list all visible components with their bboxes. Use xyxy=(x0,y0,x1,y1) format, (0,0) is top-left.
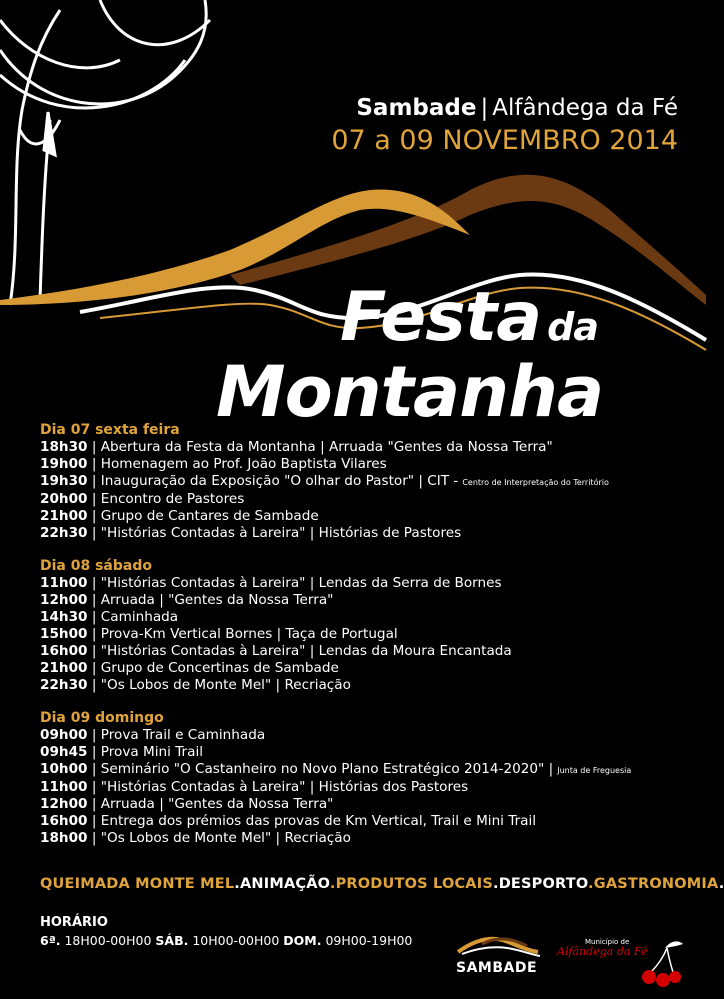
event-text: "Os Lobos de Monte Mel" | Recriação xyxy=(100,830,351,846)
day-heading: Dia 07 sexta feira xyxy=(40,422,180,438)
hours-range: 10H00-00H00 xyxy=(192,933,280,948)
event-row: 11h00 | "Histórias Contadas à Lareira" | Lendas da Serra de Bornes xyxy=(40,575,502,591)
event-text: Arruada | "Gentes da Nossa Terra" xyxy=(100,592,334,608)
event-note: Junta de Freguesia xyxy=(557,766,632,775)
event-text: Abertura da Festa da Montanha | Arruada "Gentes da Nossa Terra" xyxy=(100,439,553,455)
event-row: 16h00 | "Histórias Contadas à Lareira" | Lendas da Moura Encantada xyxy=(40,643,512,659)
event-text: Arruada | "Gentes da Nossa Terra" xyxy=(100,796,334,812)
hours-day: 6ª. xyxy=(40,933,61,948)
event-dates: 07 a 09 NOVEMBRO 2014 xyxy=(331,125,678,156)
event-row: 22h30 | "Os Lobos de Monte Mel" | Recriação xyxy=(40,677,351,693)
event-time: 16h00 xyxy=(40,643,88,659)
event-note: Centro de Interpretação do Território xyxy=(462,478,609,487)
title-festa: Festa xyxy=(340,278,542,357)
event-header xyxy=(331,94,678,158)
event-row: 20h00 | Encontro de Pastores xyxy=(40,491,245,507)
event-text: Prova Mini Trail xyxy=(100,744,204,760)
sambade-logo-text: SAMBADE xyxy=(456,960,538,976)
event-text: "Os Lobos de Monte Mel" | Recriação xyxy=(100,677,351,693)
event-row: 11h00 | "Histórias Contadas à Lareira" | Histórias dos Pastores xyxy=(40,779,469,795)
event-row: 15h00 | Prova-Km Vertical Bornes | Taça de Portugal xyxy=(40,626,398,642)
event-time: 11h00 xyxy=(40,575,88,591)
day-block xyxy=(40,422,690,542)
title-montanha: Montanha xyxy=(216,351,604,433)
event-row: 12h00 | Arruada | "Gentes da Nossa Terra" xyxy=(40,592,334,608)
municipio-logo xyxy=(555,932,685,992)
day-heading: Dia 08 sábado xyxy=(40,558,152,574)
event-row: 16h00 | Entrega dos prémios das provas de Km Vertical, Trail e Mini Trail xyxy=(40,813,537,829)
event-row: 19h30 | Inauguração da Exposição "O olhar do Pastor" | CIT - Centro de Interpretação do Território xyxy=(40,473,609,489)
event-time: 22h30 xyxy=(40,677,88,693)
event-row: 10h00 | Seminário "O Castanheiro no Novo Plano Estratégico 2014-2020" | Junta de Freguesia xyxy=(40,761,632,777)
event-text: "Histórias Contadas à Lareira" | Lendas da Serra de Bornes xyxy=(100,575,502,591)
highlights-line xyxy=(40,876,724,892)
event-text: Homenagem ao Prof. João Baptista Vilares xyxy=(100,456,387,472)
hours-schedule xyxy=(40,932,412,950)
location-line: Sambade | Alfândega da Fé xyxy=(356,95,678,121)
event-text: "Histórias Contadas à Lareira" | Histórias de Pastores xyxy=(100,525,462,541)
festival-title xyxy=(216,278,616,433)
day-heading: Dia 09 domingo xyxy=(40,710,164,726)
event-time: 16h00 xyxy=(40,813,88,829)
program-schedule xyxy=(40,422,690,863)
event-time: 12h00 xyxy=(40,796,88,812)
highlight-item: .PRODUTOS LOCAIS xyxy=(329,876,493,892)
event-time: 10h00 xyxy=(40,761,88,777)
event-row: 14h30 | Caminhada xyxy=(40,609,179,625)
event-text: "Histórias Contadas à Lareira" | Histórias dos Pastores xyxy=(100,779,469,795)
event-time: 18h30 xyxy=(40,439,88,455)
event-time: 21h00 xyxy=(40,660,88,676)
event-time: 22h30 xyxy=(40,525,88,541)
event-row: 09h45 | Prova Mini Trail xyxy=(40,744,204,760)
highlight-item: .DESPORTO xyxy=(492,876,589,892)
cherries-icon xyxy=(555,932,685,992)
day-block xyxy=(40,558,690,694)
event-text: Caminhada xyxy=(100,609,179,625)
event-text: Grupo de Concertinas de Sambade xyxy=(100,660,339,676)
municipality-name: Alfândega da Fé xyxy=(492,95,678,121)
event-time: 12h00 xyxy=(40,592,88,608)
event-time: 19h00 xyxy=(40,456,88,472)
event-text: Prova Trail e Caminhada xyxy=(100,727,266,743)
municipio-label: Município de xyxy=(585,938,630,946)
event-text: Seminário "O Castanheiro no Novo Plano Estratégico 2014-2020" | xyxy=(100,761,554,777)
highlight-item: .GASTRONOMIA xyxy=(588,876,719,892)
hours-day: SÁB. xyxy=(155,933,189,948)
event-time: 18h00 xyxy=(40,830,88,846)
event-row: 19h00 | Homenagem ao Prof. João Baptista Vilares xyxy=(40,456,387,472)
day-block xyxy=(40,710,690,847)
highlight-item: . xyxy=(718,876,724,892)
event-row: 21h00 | Grupo de Cantares de Sambade xyxy=(40,508,319,524)
event-time: 11h00 xyxy=(40,779,88,795)
event-time: 15h00 xyxy=(40,626,88,642)
event-time: 09h00 xyxy=(40,727,88,743)
event-row: 18h00 | "Os Lobos de Monte Mel" | Recriação xyxy=(40,830,351,846)
event-time: 20h00 xyxy=(40,491,88,507)
event-text: Inauguração da Exposição "O olhar do Pastor" | CIT - xyxy=(100,473,459,489)
event-time: 09h45 xyxy=(40,744,88,760)
event-row: 22h30 | "Histórias Contadas à Lareira" | Histórias de Pastores xyxy=(40,525,462,541)
hours-range: 09H00-19H00 xyxy=(325,933,413,948)
title-da: da xyxy=(547,305,599,349)
hours-range: 18H00-00H00 xyxy=(64,933,152,948)
highlight-item: .ANIMAÇÃO xyxy=(234,876,330,892)
village-name: Sambade xyxy=(356,95,477,121)
event-row: 12h00 | Arruada | "Gentes da Nossa Terra" xyxy=(40,796,334,812)
hours-heading: HORÁRIO xyxy=(40,915,108,930)
event-time: 21h00 xyxy=(40,508,88,524)
hours-day: DOM. xyxy=(283,933,322,948)
event-text: Grupo de Cantares de Sambade xyxy=(100,508,319,524)
event-time: 19h30 xyxy=(40,473,88,489)
event-time: 14h30 xyxy=(40,609,88,625)
event-row: 18h30 | Abertura da Festa da Montanha | Arruada "Gentes da Nossa Terra" xyxy=(40,439,553,455)
event-row: 21h00 | Grupo de Concertinas de Sambade xyxy=(40,660,339,676)
opening-hours xyxy=(40,914,412,950)
sambade-mountain-icon xyxy=(452,930,544,960)
event-text: "Histórias Contadas à Lareira" | Lendas da Moura Encantada xyxy=(100,643,512,659)
highlight-item: QUEIMADA MONTE MEL xyxy=(40,876,235,892)
sambade-logo xyxy=(452,930,544,980)
event-text: Prova-Km Vertical Bornes | Taça de Portugal xyxy=(100,626,398,642)
event-row: 09h00 | Prova Trail e Caminhada xyxy=(40,727,266,743)
event-text: Encontro de Pastores xyxy=(100,491,245,507)
event-text: Entrega dos prémios das provas de Km Vertical, Trail e Mini Trail xyxy=(100,813,537,829)
municipio-signature: Alfândega da Fé xyxy=(557,945,648,958)
